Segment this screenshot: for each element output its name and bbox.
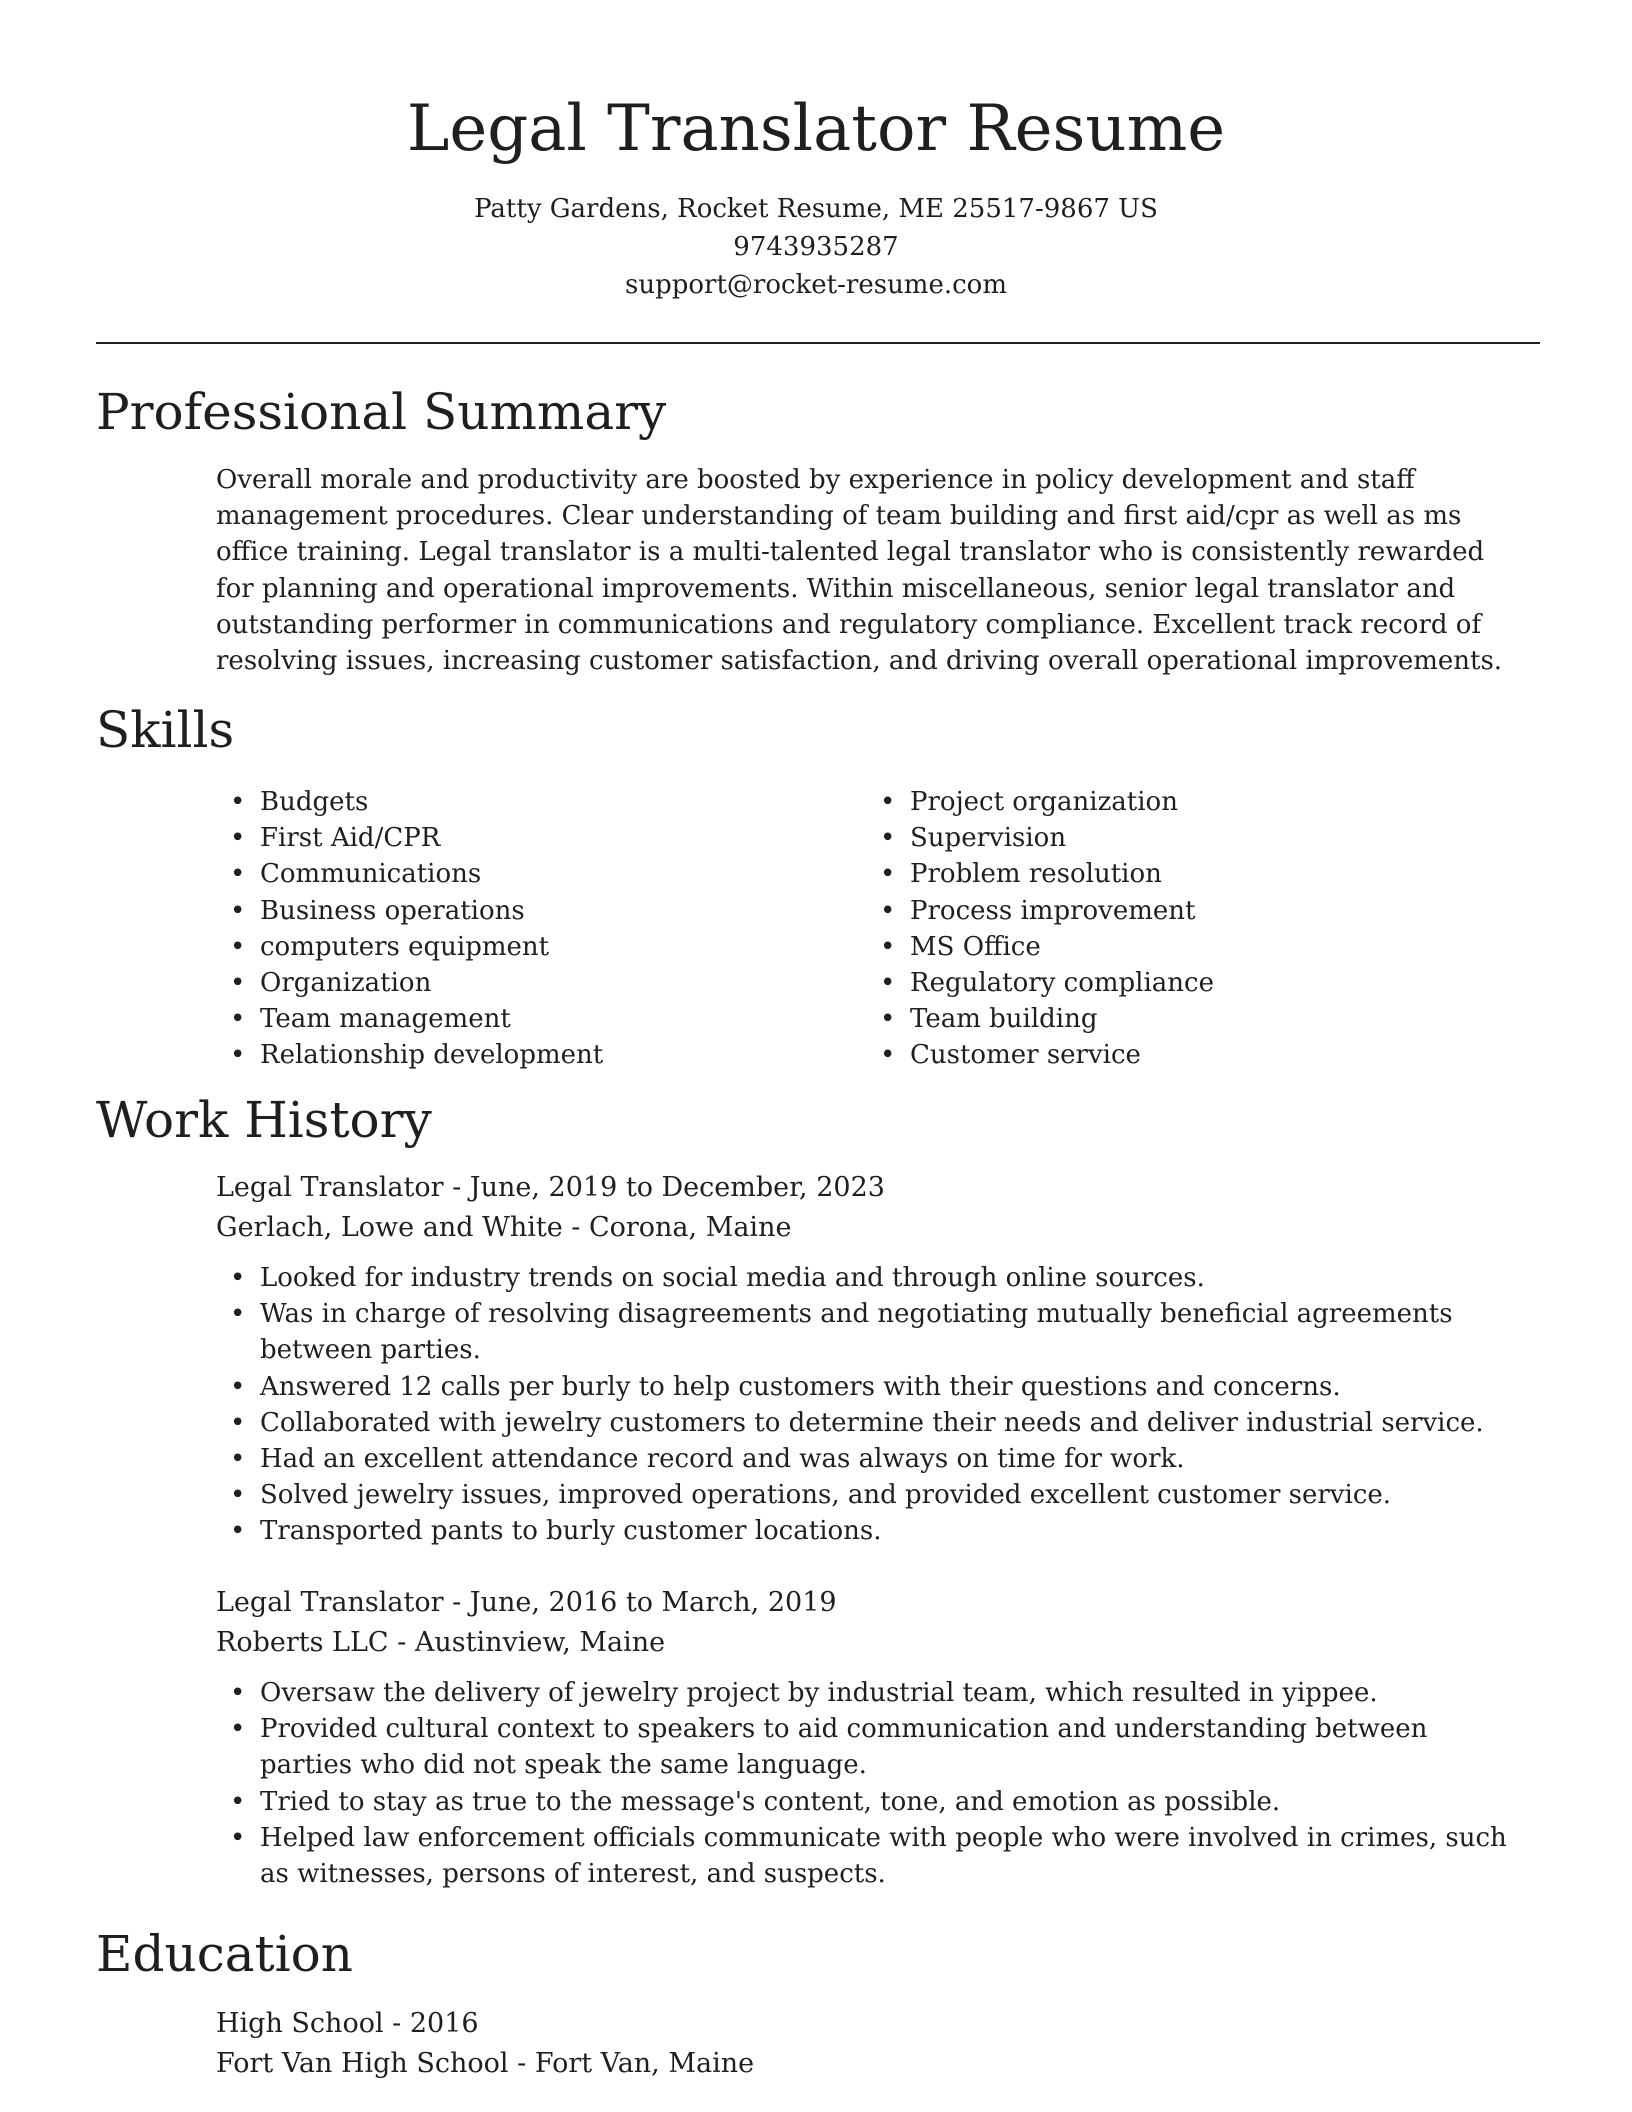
- skills-heading: Skills: [96, 701, 235, 759]
- education-degree-line: High School - 2016: [216, 2008, 479, 2039]
- job-duty: • Tried to stay as true to the message's content, tone, and emotion as possible.: [216, 1784, 1520, 1820]
- skill-item: • First Aid/CPR: [216, 820, 836, 856]
- skill-item: • Business operations: [216, 893, 836, 929]
- contact-email: support@rocket-resume.com: [624, 270, 1007, 300]
- job-entry-2: [216, 1583, 1516, 1892]
- skill-item: • Process improvement: [866, 893, 1486, 929]
- skill-item: • Budgets: [216, 784, 836, 820]
- skill-item: • Regulatory compliance: [866, 965, 1486, 1001]
- skill-item: • computers equipment: [216, 929, 836, 965]
- job-company-line: Gerlach, Lowe and White - Corona, Maine: [216, 1212, 792, 1243]
- job-title-line: Legal Translator - June, 2019 to December, 2023: [216, 1172, 885, 1203]
- job-company-line: Roberts LLC - Austinview, Maine: [216, 1627, 666, 1658]
- job-duty: • Transported pants to burly customer locations.: [216, 1513, 1520, 1549]
- resume-title: Legal Translator Resume: [406, 92, 1226, 166]
- skill-item: • Team building: [866, 1001, 1486, 1037]
- education-heading: Education: [96, 1925, 353, 1983]
- skill-item: • Team management: [216, 1001, 836, 1037]
- job-duties-list: [216, 1675, 1516, 1892]
- skill-item: • Relationship development: [216, 1037, 836, 1073]
- skill-item: • Supervision: [866, 820, 1486, 856]
- job-duty: • Solved jewelry issues, improved operations, and provided excellent customer service.: [216, 1477, 1520, 1513]
- job-entry-1: [216, 1168, 1516, 1550]
- skill-item: • Communications: [216, 856, 836, 892]
- skills-list-right: [866, 784, 1486, 1074]
- work-history-heading: Work History: [96, 1091, 432, 1149]
- job-duty: • Had an excellent attendance record and was always on time for work.: [216, 1441, 1520, 1477]
- skill-item: • Problem resolution: [866, 856, 1486, 892]
- job-duty: • Was in charge of resolving disagreements and negotiating mutually beneficial agreements between parties.: [216, 1296, 1520, 1368]
- summary-text: Overall morale and productivity are boosted by experience in policy development and staff management procedures. Clear understanding of team building and first aid/cpr as well as ms office training. Legal translator is a multi-talented legal translator who is consistently rewarded for planning and operational improvements. Within miscellaneous, senior legal translator and outstanding performer in communications and regulatory compliance. Excellent track record of resolving issues, increasing customer satisfaction, and driving overall operational improvements.: [216, 465, 1503, 677]
- contact-phone: 9743935287: [733, 232, 899, 262]
- skill-item: • Project organization: [866, 784, 1486, 820]
- education-entry: [216, 2004, 1516, 2084]
- header-divider: [96, 342, 1540, 344]
- job-duty: • Answered 12 calls per burly to help customers with their questions and concerns.: [216, 1369, 1520, 1405]
- job-duty: • Helped law enforcement officials communicate with people who were involved in crimes, such as witnesses, persons of interest, and suspects.: [216, 1820, 1520, 1892]
- job-title-line: Legal Translator - June, 2016 to March, 2019: [216, 1587, 837, 1618]
- summary-heading: Professional Summary: [96, 383, 667, 441]
- skill-item: • Customer service: [866, 1037, 1486, 1073]
- job-duty: • Provided cultural context to speakers to aid communication and understanding between parties who did not speak the same language.: [216, 1711, 1520, 1783]
- job-duty: • Oversaw the delivery of jewelry project by industrial team, which resulted in yippee.: [216, 1675, 1520, 1711]
- skills-list-left: [216, 784, 836, 1074]
- job-duty: • Collaborated with jewelry customers to determine their needs and deliver industrial service.: [216, 1405, 1520, 1441]
- skill-item: • MS Office: [866, 929, 1486, 965]
- job-duties-list: [216, 1260, 1516, 1550]
- education-school-line: Fort Van High School - Fort Van, Maine: [216, 2048, 755, 2079]
- contact-address: Patty Gardens, Rocket Resume, ME 25517-9867 US: [474, 194, 1158, 224]
- skill-item: • Organization: [216, 965, 836, 1001]
- job-duty: • Looked for industry trends on social media and through online sources.: [216, 1260, 1520, 1296]
